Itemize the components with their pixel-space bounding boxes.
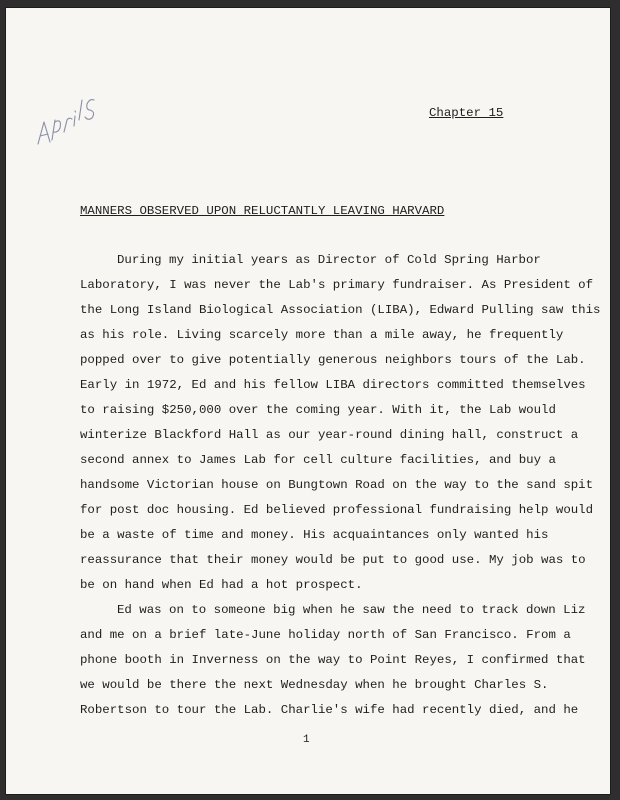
text-line: to raising $250,000 over the coming year. With it, the Lab would (80, 403, 556, 417)
page-number: 1 (303, 734, 310, 746)
text-line: Ed was on to someone big when he saw the need to track down Liz (117, 603, 586, 617)
text-line: phone booth in Inverness on the way to Point Reyes, I confirmed that (80, 653, 586, 667)
text-line: popped over to give potentially generous neighbors tours of the Lab. (80, 353, 586, 367)
text-line: the Long Island Biological Association (LIBA), Edward Pulling saw this (80, 303, 601, 317)
typewritten-page (6, 8, 610, 794)
text-line: for post doc housing. Ed believed professional fundraising help would (80, 503, 594, 517)
text-line: as his role. Living scarcely more than a mile away, he frequently (80, 328, 564, 342)
text-line: be on hand when Ed had a hot prospect. (80, 578, 363, 592)
text-line: and me on a brief late-June holiday north of San Francisco. From a (80, 628, 571, 642)
text-line: Robertson to tour the Lab. Charlie's wife had recently died, and he (80, 703, 579, 717)
text-line: During my initial years as Director of Cold Spring Harbor (117, 253, 541, 267)
text-line: winterize Blackford Hall as our year-round dining hall, construct a (80, 428, 579, 442)
handwritten-margin-note (24, 86, 104, 156)
text-line: Early in 1972, Ed and his fellow LIBA directors committed themselves (80, 378, 586, 392)
section-title: MANNERS OBSERVED UPON RELUCTANTLY LEAVING HARVARD (80, 204, 445, 218)
text-line: handsome Victorian house on Bungtown Road on the way to the sand spit (80, 478, 594, 492)
text-line: we would be there the next Wednesday when he brought Charles S. (80, 678, 549, 692)
text-line: reassurance that their money would be put to good use. My job was to (80, 553, 586, 567)
text-line: be a waste of time and money. His acquaintances only wanted his (80, 528, 549, 542)
chapter-heading: Chapter 15 (429, 106, 504, 120)
text-line: Laboratory, I was never the Lab's primary fundraiser. As President of (80, 278, 594, 292)
text-line: second annex to James Lab for cell culture facilities, and buy a (80, 453, 556, 467)
